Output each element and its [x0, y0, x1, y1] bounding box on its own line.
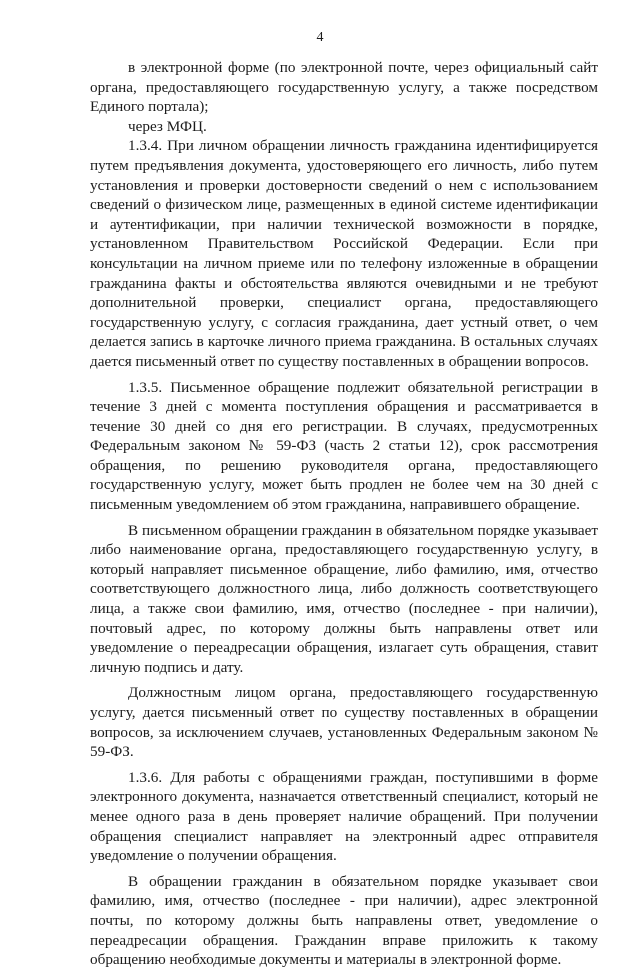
paragraph-electronic-form: в электронной форме (по электронной почте, через официальный сайт органа, предоставляющего государственную услугу, а также посредством Единого портала);: [90, 59, 598, 116]
paragraph-official-answer: Должностным лицом органа, предоставляющего государственную услугу, дается письменный ответ по существу поставленных в обращении вопросов, за исключением случаев, установленных Федеральным законом № 59-ФЗ.: [90, 684, 598, 761]
paragraph-1-3-5: 1.3.5. Письменное обращение подлежит обязательной регистрации в течение 3 дней с момента поступления обращения и рассматривается в течение 30 дней со дня его регистрации. В случаях, предусмотренных Федеральным законом № 59-ФЗ (часть 2 статьи 12), срок рассмотрения обращения, по решению руководителя органа, предоставляющего государственную услугу, может быть продлен не более чем на 30 дней с письменным уведомлением об этом гражданина, направившего обращение.: [90, 378, 598, 514]
paragraph-1-3-4: 1.3.4. При личном обращении личность гражданина идентифицируется путем предъявления документа, удостоверяющего его личность, либо путем установления и проверки достоверности сведений о нем с использованием сведений о физическом лице, размещенных в единой системе идентификации и аутентификации, при наличии технической возможности в порядке, установленном Правительством Российской Федерации. Если при консультации на личном приеме или по телефону изложенные в обращении гражданина факты и обстоятельства являются очевидными и не требуют дополнительной проверки, специалист органа, предоставляющего государственную услугу, с согласия гражданина, дает устный ответ, о чем делается запись в карточке личного приема гражданина. В остальных случаях дается письменный ответ по существу поставленных в обращении вопросов.: [90, 137, 598, 370]
paragraph-electronic-request: В обращении гражданин в обязательном порядке указывает свои фамилию, имя, отчество (последнее - при наличии), адрес электронной почты, по которому должны быть направлены ответ, уведомление о переадресации обращения. Гражданин вправе приложить к такому обращению необходимые документы и материалы в электронной форме.: [90, 872, 598, 969]
document-body: [90, 58, 598, 970]
paragraph-1-3-6: 1.3.6. Для работы с обращениями граждан, поступившими в форме электронного документа, назначается ответственный специалист, который не менее одного раза в день проверяет наличие обращений. При получении обращения специалист направляет на электронный адрес отправителя уведомление о получении обращения.: [90, 768, 598, 865]
page-number: 4: [316, 30, 324, 45]
paragraph-written-request: В письменном обращении гражданин в обязательном порядке указывает либо наименование органа, предоставляющего государственную услугу, в который направляет письменное обращение, либо фамилию, имя, отчество соответствующего должностного лица, либо должность соответствующего лица, а также свои фамилию, имя, отчество (последнее - при наличии), почтовый адрес, по которому должны быть направлены ответ или уведомление о переадресации обращения, излагает суть обращения, ставит личную подпись и дату.: [90, 521, 598, 676]
paragraph-mfc: через МФЦ.: [128, 117, 207, 135]
